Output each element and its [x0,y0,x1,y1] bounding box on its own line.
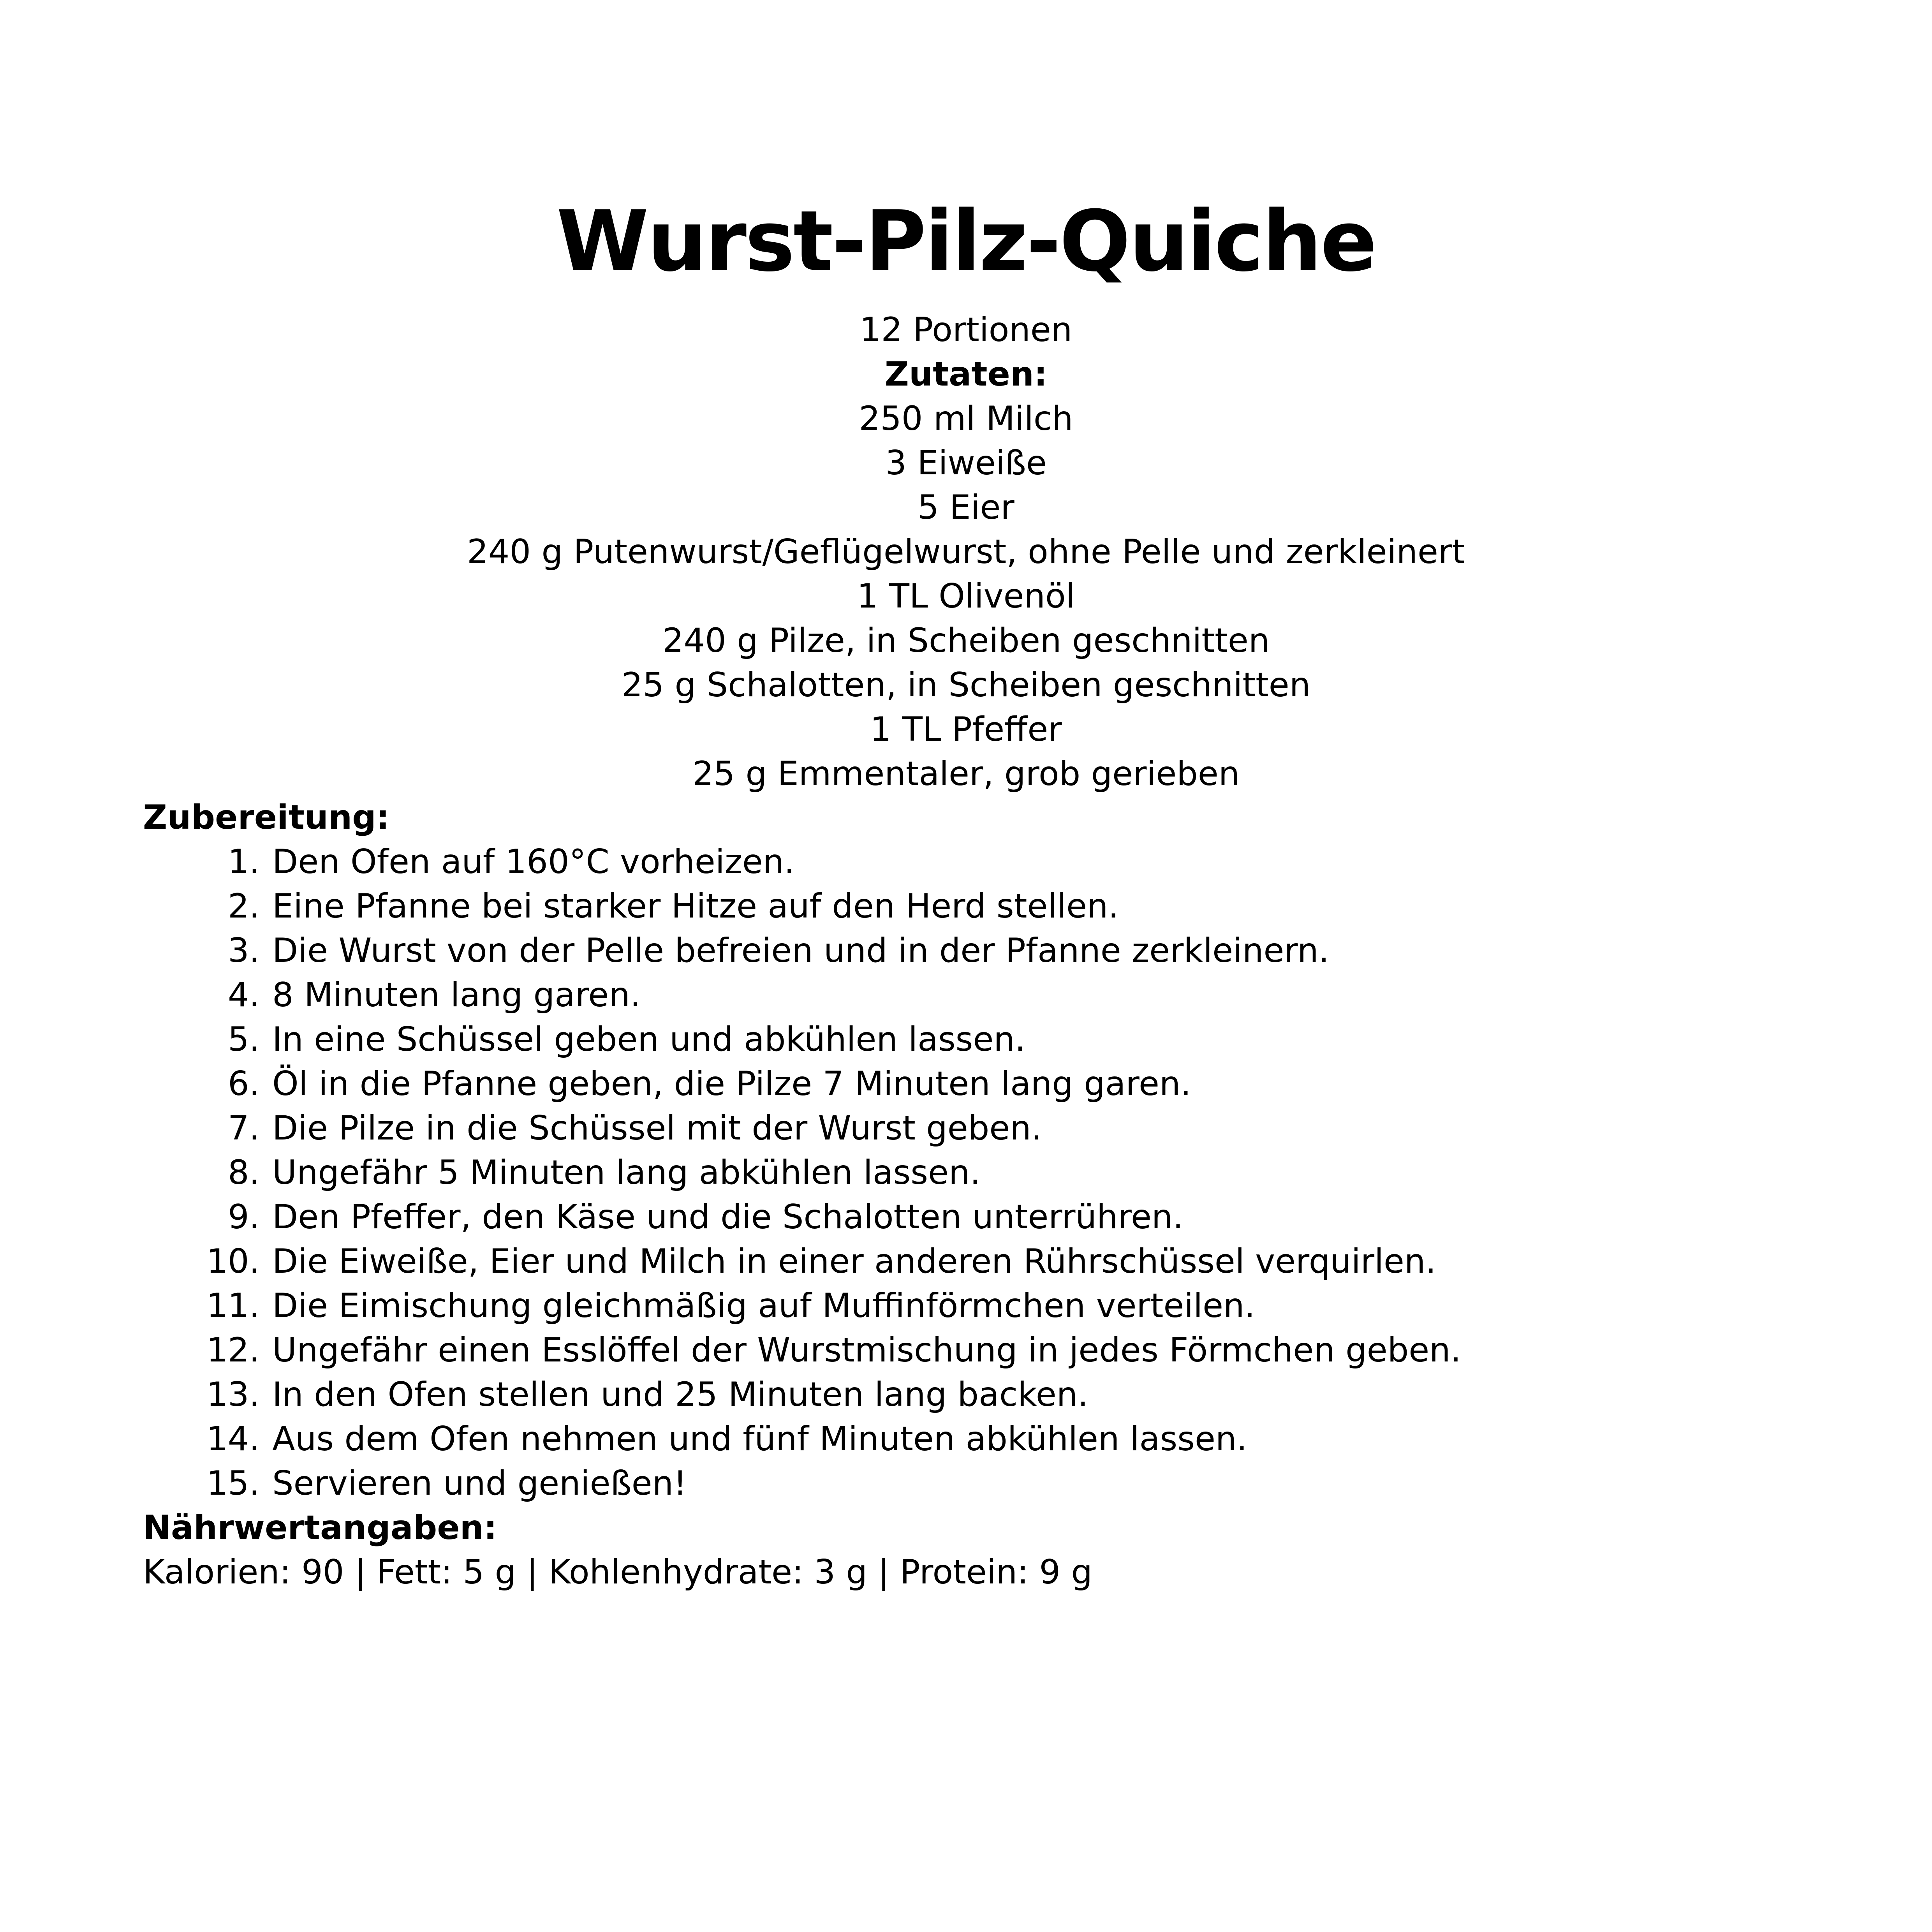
step-number: 2. [227,887,260,926]
step-number: 1. [227,842,260,881]
ingredient-item: 3 Eiweiße [885,444,1047,483]
ingredient-item: 240 g Putenwurst/Geflügelwurst, ohne Pelle und zerkleinert [467,532,1465,571]
step-item [143,884,1818,928]
ingredient-item: 25 g Emmentaler, grob gerieben [692,754,1240,793]
preparation-section [143,795,1818,1594]
preparation-heading: Zubereitung: [143,798,390,837]
step-text: Den Ofen auf 160°C vorheizen. [272,842,795,881]
step-number: 3. [227,931,260,970]
step-item [143,1150,1818,1195]
step-number: 13. [206,1375,260,1414]
step-text: Ungefähr 5 Minuten lang abkühlen lassen. [272,1153,981,1192]
step-item [143,1017,1818,1062]
step-text: Eine Pfanne bei starker Hitze auf den Herd stellen. [272,887,1119,926]
step-text: In den Ofen stellen und 25 Minuten lang backen. [272,1375,1088,1414]
ingredients-heading: Zutaten: [884,355,1048,394]
ingredient-item: 240 g Pilze, in Scheiben geschnitten [662,621,1270,660]
step-text: Die Eimischung gleichmäßig auf Muffinförmchen verteilen. [272,1286,1255,1325]
ingredient-item: 250 ml Milch [859,399,1073,438]
ingredient-item: 1 TL Pfeffer [870,710,1062,749]
step-item [143,1417,1818,1461]
step-number: 8. [227,1153,260,1192]
steps-list [143,840,1818,1506]
step-text: Den Pfeffer, den Käse und die Schalotten unterrühren. [272,1198,1184,1236]
step-text: 8 Minuten lang garen. [272,976,641,1014]
step-number: 4. [227,976,260,1014]
step-text: Ungefähr einen Esslöffel der Wurstmischung in jedes Förmchen geben. [272,1331,1461,1370]
step-item [143,1239,1818,1284]
ingredients-section [0,308,1932,796]
step-number: 7. [227,1109,260,1148]
step-number: 11. [206,1286,260,1325]
step-number: 10. [206,1242,260,1281]
step-text: Öl in die Pfanne geben, die Pilze 7 Minuten lang garen. [272,1064,1191,1103]
step-text: Die Wurst von der Pelle befreien und in der Pfanne zerkleinern. [272,931,1330,970]
step-text: Die Eiweiße, Eier und Milch in einer anderen Rührschüssel verquirlen. [272,1242,1436,1281]
step-number: 5. [227,1020,260,1059]
ingredient-item: 25 g Schalotten, in Scheiben geschnitten [621,666,1311,704]
nutrition-heading: Nährwertangaben: [143,1508,497,1547]
step-item [143,1195,1818,1239]
ingredient-item: 5 Eier [918,488,1014,527]
step-number: 6. [227,1064,260,1103]
step-number: 14. [206,1420,260,1458]
step-text: Die Pilze in die Schüssel mit der Wurst geben. [272,1109,1042,1148]
recipe-title: Wurst-Pilz-Quiche [556,192,1376,290]
step-number: 15. [206,1464,260,1503]
step-item [143,928,1818,973]
step-item [143,1106,1818,1150]
step-text: Servieren und genießen! [272,1464,687,1503]
step-number: 9. [227,1198,260,1236]
step-item [143,1328,1818,1372]
step-item [143,973,1818,1017]
step-item [143,1372,1818,1417]
step-number: 12. [206,1331,260,1370]
ingredient-item: 1 TL Olivenöl [857,577,1075,616]
step-text: Aus dem Ofen nehmen und fünf Minuten abkühlen lassen. [272,1420,1247,1458]
servings: 12 Portionen [859,310,1073,349]
step-item [143,1461,1818,1506]
step-item [143,840,1818,884]
step-text: In eine Schüssel geben und abkühlen lassen. [272,1020,1026,1059]
step-item [143,1284,1818,1328]
nutrition-values: Kalorien: 90 | Fett: 5 g | Kohlenhydrate: 3 g | Protein: 9 g [143,1553,1093,1592]
step-item [143,1062,1818,1106]
